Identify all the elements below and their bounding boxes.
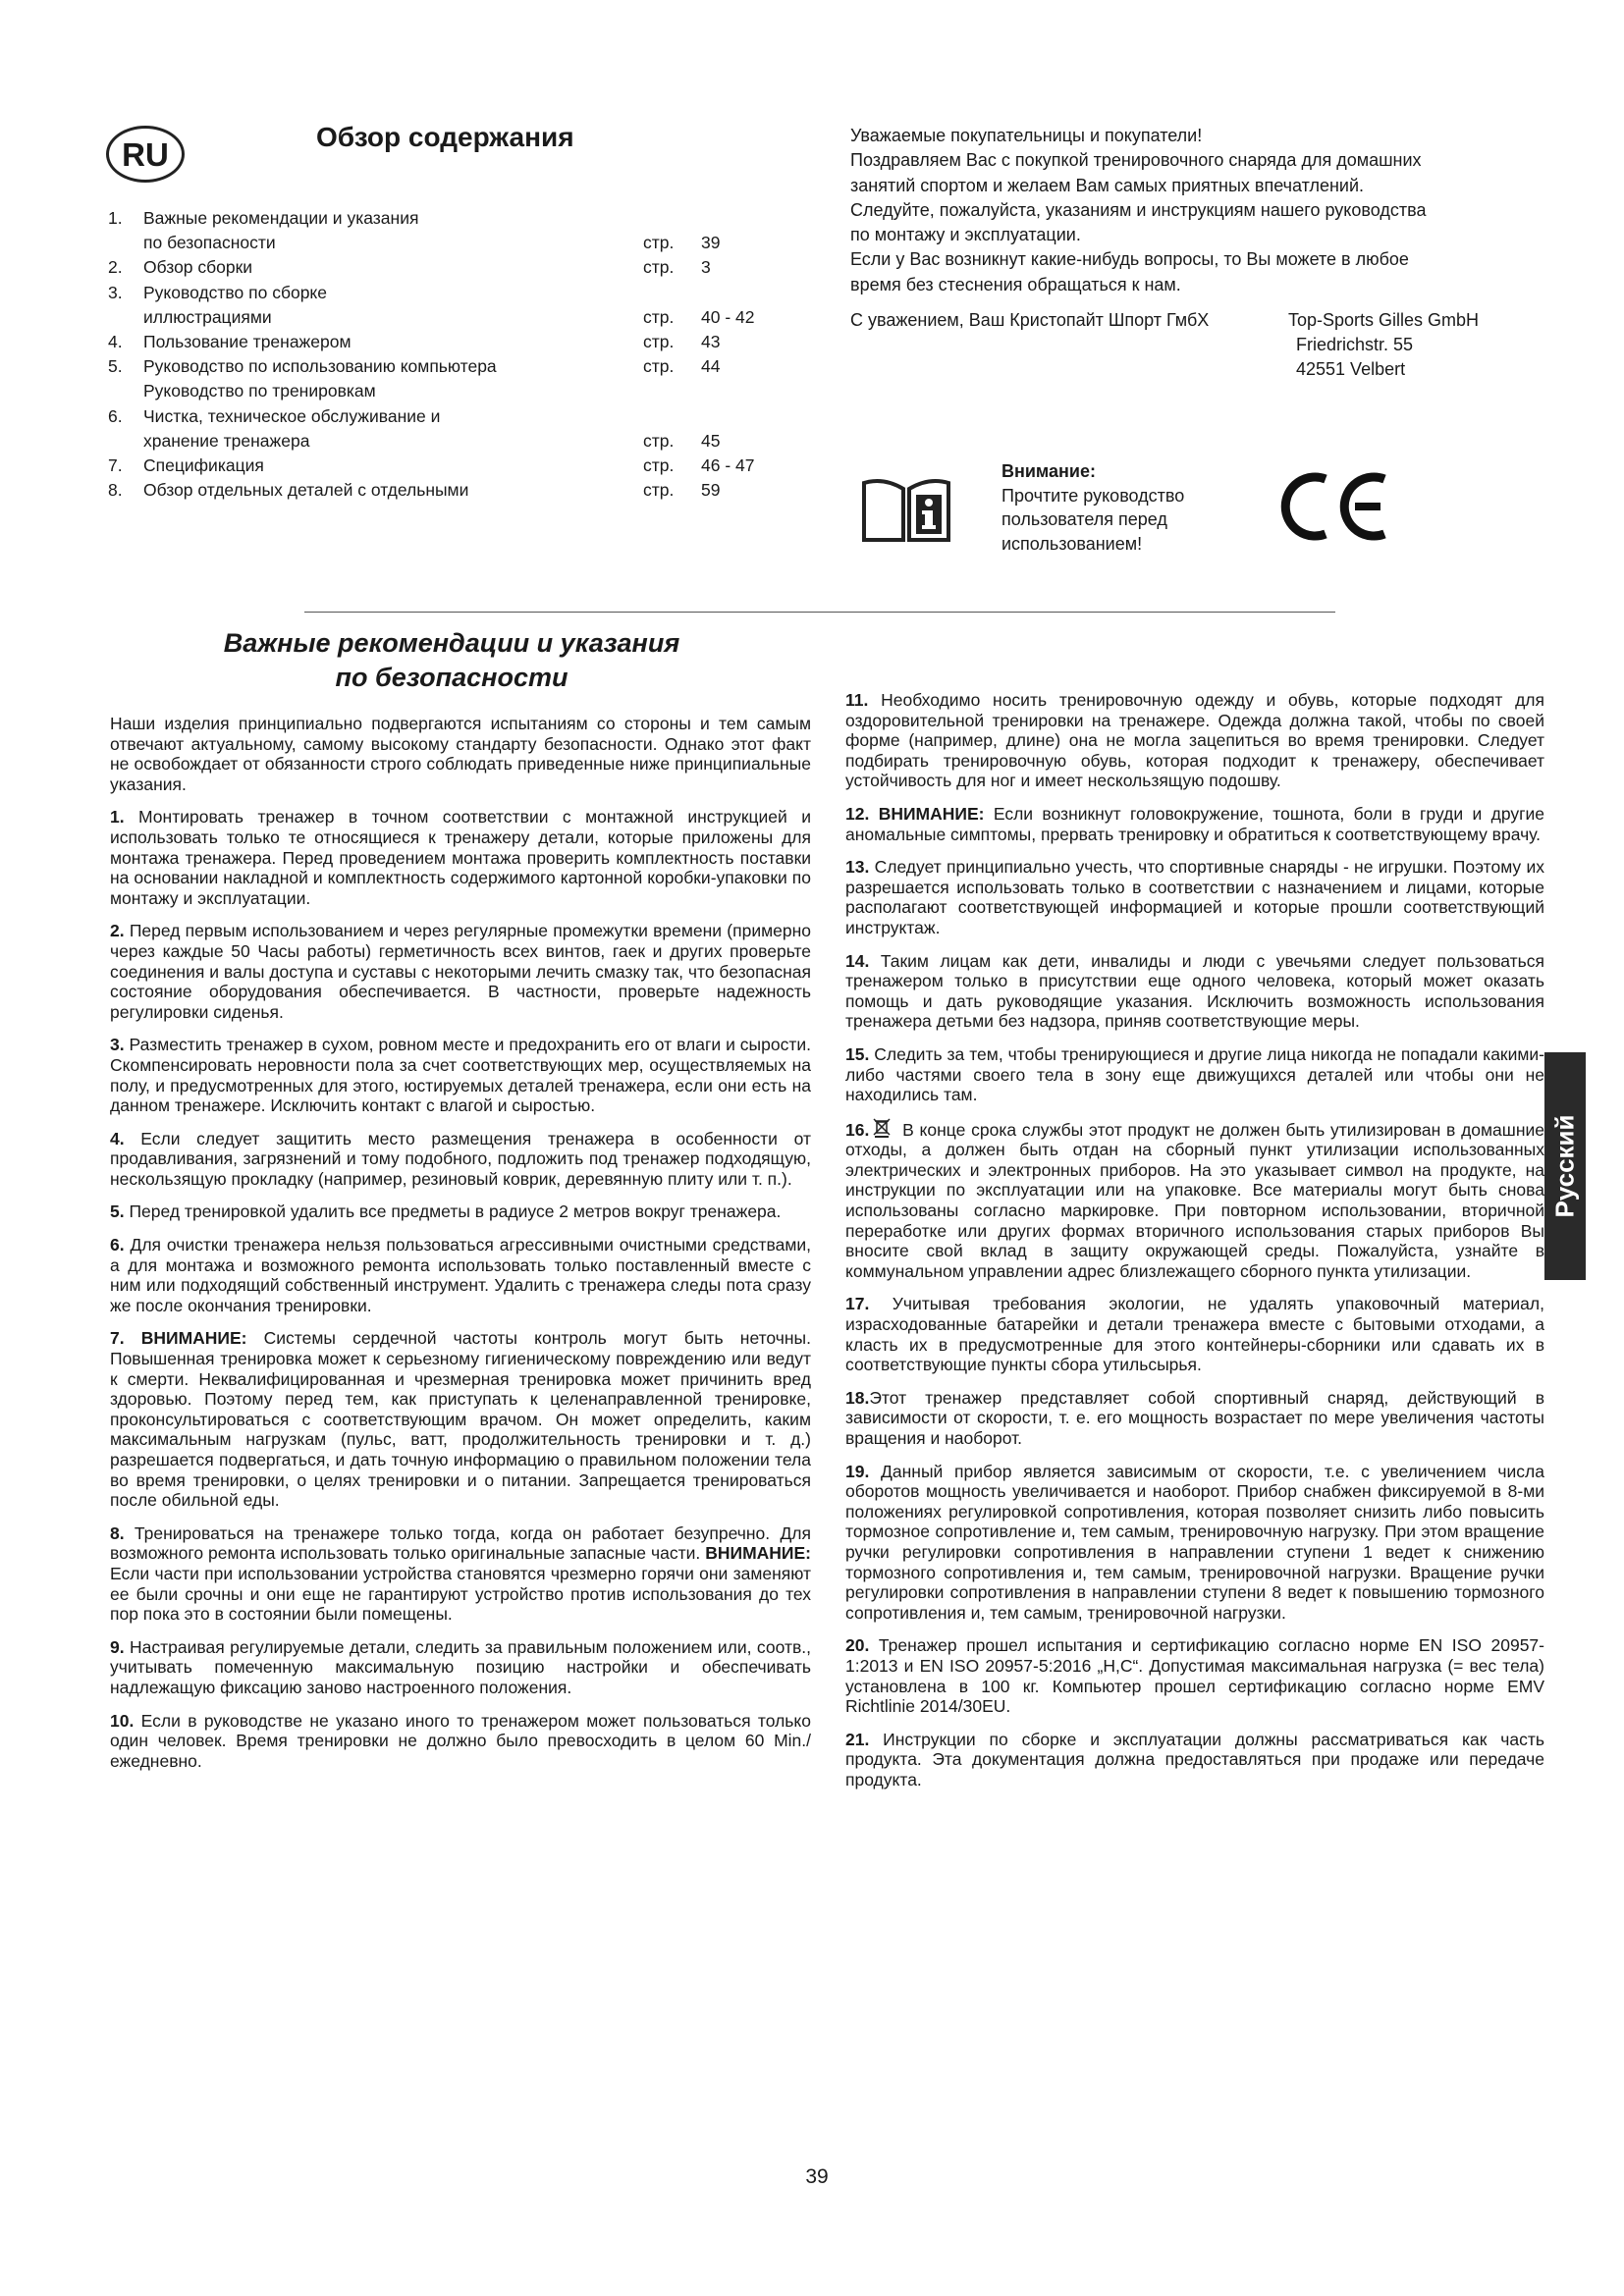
greeting-line: занятий спортом и желаем Вам самых приятных впечатлений. (850, 175, 1365, 195)
warning-label: ВНИМАНИЕ: (869, 803, 985, 824)
toc-str: стр. (643, 430, 675, 451)
toc-text: Обзор отдельных деталей с отдельными (143, 480, 469, 501)
greeting-line: Уважаемые покупательницы и покупатели! (850, 126, 1203, 145)
greeting-block (850, 124, 1538, 297)
toc-pg: 44 (701, 356, 721, 377)
signature: С уважением, Ваш Кристопайт Шпорт ГмбХ (850, 310, 1210, 330)
notice-heading: Внимание: (1001, 461, 1096, 481)
toc-text: Руководство по использованию компьютера (143, 356, 497, 377)
toc-row (108, 330, 795, 354)
greeting-line: по монтажу и эксплуатации. (850, 225, 1081, 245)
toc-num: 4. (108, 331, 123, 351)
safety-item (110, 1129, 811, 1190)
safety-item-number: 15. (845, 1043, 870, 1064)
safety-item-number: 1. (110, 807, 125, 828)
toc-row (108, 454, 795, 478)
safety-item-text: Перед первым использованием и через регулярные промежутки времени (примерно через каждые 50 Часы работы) герметичность всех винтов, гаек и других проверьте соединения и валы доступа и суставы с некоторыми лечить смазку так, что безопасная состояние оборудования обеспечивается. В частности, проверьте надежность регулировки сиденья. (110, 921, 811, 1022)
safety-item (110, 1328, 811, 1510)
safety-item-number: 7. (110, 1328, 125, 1349)
greeting-line: Следуйте, пожалуйста, указаниям и инструкциям нашего руководства (850, 199, 1427, 220)
safety-item (110, 1035, 811, 1115)
safety-item-text: Тренажер прошел испытания и сертификацию согласно норме EN ISO 20957-1:2013 и EN ISO 20957-5:2016 „H,C“. Допустимая максимальная нагрузка (= вес тела) установлена в 100 кг. Компьютер прошел сертификацию согласно норме EMV Richtlinie 2014/30EU. (845, 1635, 1544, 1717)
greeting-line: время без стеснения обращаться к нам. (850, 274, 1181, 294)
safety-item-text: Если в руководстве не указано иного то тренажером может пользоваться только один человек. Время тренировки не должно было превосходить в целом 60 Min./ежедневно. (110, 1710, 811, 1771)
safety-item (110, 1235, 811, 1315)
toc-str: стр. (643, 306, 675, 327)
toc-num: 8. (108, 480, 123, 501)
safety-item-text: Если части при использовании устройства становятся чрезмерно горячи они заменяют ее были срочны и они еще не гарантируют устройство против использования до тех пор пока это в состоянии были помещены. (110, 1563, 811, 1625)
table-of-contents (108, 206, 795, 503)
company-city: 42551 Velbert (1296, 359, 1406, 379)
safety-item-text: Перед тренировкой удалить все предметы в радиусе 2 метров вокруг тренажера. (124, 1201, 782, 1222)
safety-item-text: В конце срока службы этот продукт не должен быть утилизирован в домашние отходы, а должен быть отдан на сборный пункт утилизации использованных электрических и электронных приборов. На это указывает символ на продукте, на инструкции по эксплуатации или на упаковке. Все материалы могут быть снова использованы согласно маркировке. При повторном использовании, вторичной переработке или других формах вторичного использования старых приборов Вы вносите свой вклад в защиту окружающей среды. Пожалуйста, узнайте в коммунальном управлении адрес близлежащего сборного пункта утилизации. (845, 1119, 1544, 1281)
safety-item-number: 18. (845, 1387, 870, 1408)
notice-line: использованием! (1001, 533, 1143, 554)
toc-text: Спецификация (143, 454, 264, 475)
warning-label: ВНИМАНИЕ: (124, 1328, 247, 1349)
safety-item-text: Настраивая регулируемые детали, следить за правильным положением или, соотв., учитывать помеченную максимальную позицию настройки и обеспечивать надлежащую фиксацию заново настроенного положения. (110, 1636, 811, 1697)
language-badge: RU (106, 126, 185, 183)
toc-str: стр. (643, 233, 675, 253)
safety-item-text: Тренироваться на тренажере только тогда, когда он работает безупречно. Для возможного ремонта использовать только оригинальные запасные части. (110, 1522, 811, 1564)
company-street: Friedrichstr. 55 (1296, 335, 1414, 354)
safety-item-number: 21. (845, 1729, 870, 1749)
toc-pg: 39 (701, 233, 721, 253)
safety-item-number: 12. (845, 803, 870, 824)
toc-str: стр. (643, 356, 675, 377)
toc-num: 3. (108, 282, 123, 302)
safety-item-number: 3. (110, 1035, 125, 1055)
greeting-line: Поздравляем Вас с покупкой тренировочного снаряда для домашних (850, 150, 1422, 171)
safety-item-number: 13. (845, 857, 870, 878)
safety-item-number: 6. (110, 1235, 125, 1255)
toc-text: Чистка, техническое обслуживание и (143, 405, 441, 426)
warning-label: ВНИМАНИЕ: (700, 1543, 812, 1564)
safety-item (110, 1637, 811, 1698)
toc-title: Обзор содержания (316, 122, 574, 152)
safety-item-number: 16. (845, 1119, 870, 1140)
safety-item-text: Монтировать тренажер в точном соответствии с монтажной инструкцией и использовать только те относящиеся к тренажеру детали, которые приложены для монтажа тренажера. Перед проведением монтажа проверить комплектность поставки на основании накладной и комплектность содержимого картонной коробки-упаковки по монтажу и эксплуатации. (110, 807, 811, 908)
toc-text: по безопасности (143, 233, 276, 253)
notice-block (1001, 459, 1184, 556)
safety-items-right (845, 690, 1544, 1790)
safety-item-number: 9. (110, 1636, 125, 1657)
safety-item-text: Таким лицам как дети, инвалиды и люди с увечьями следует пользоваться тренажером только в присутствии еще одного человека, который может оказать помощь и дать руководящие указания. Исключить возможность использования тренажера детьми без надзора, приняв соответствующие меры. (845, 950, 1544, 1032)
toc-str: стр. (643, 480, 675, 501)
safety-item (845, 1294, 1544, 1374)
safety-item-number: 4. (110, 1128, 125, 1148)
safety-column-left (110, 714, 811, 1784)
greeting-line: Если у Вас возникнут какие-нибудь вопросы, то Вы можете в любое (850, 249, 1409, 270)
safety-item-text: Разместить тренажер в сухом, ровном месте и предохранить его от влаги и сырости. Скомпенсировать неровности пола за счет соответствующих мер, осуществляемых на полу, и предусмотренных для этого, юстируемых деталей тренажера, если они есть на данном тренажере. Исключить контакт с влагой и сыростью. (110, 1035, 811, 1116)
safety-item (845, 804, 1544, 844)
toc-str: стр. (643, 257, 675, 278)
toc-text: Обзор сборки (143, 257, 253, 278)
toc-row (108, 231, 795, 255)
safety-item-text: Если возникнут головокружение, тошнота, боли в груди и другие аномальные симптомы, прервать тренировку и обратиться к соответствующему врачу. (845, 803, 1544, 844)
notice-line: пользователя перед (1001, 509, 1167, 529)
notice-line: Прочтите руководство (1001, 485, 1185, 506)
toc-row (108, 354, 795, 379)
toc-text: Руководство по сборке (143, 282, 328, 302)
safety-item (845, 1388, 1544, 1449)
ce-mark-icon (1276, 461, 1394, 550)
safety-item-text: Если следует защитить место размещения тренажера в особенности от продавливания, загрязнений и тому подобного, подложить под тренажер подходящую, нескользящую прокладку (например, резиновый коврик, деревянную плиту или т. п.). (110, 1128, 811, 1189)
safety-item-text: Для очистки тренажера нельзя пользоваться агрессивными очистными средствами, а для монтажа и возможного ремонта использовать только поставленный вместе с ним или подходящий собственный инструмент. Удалить с тренажера следы пота сразу же после окончания тренировки. (110, 1235, 811, 1315)
safety-item-number: 19. (845, 1461, 870, 1481)
safety-item (845, 1118, 1544, 1282)
toc-pg: 43 (701, 331, 721, 351)
side-tab-label: Русский (1549, 1114, 1580, 1218)
page-number: 39 (805, 2165, 829, 2188)
toc-row (108, 404, 795, 429)
toc-pg: 59 (701, 480, 721, 501)
toc-str: стр. (643, 331, 675, 351)
safety-title-line: Важные рекомендации и указания (223, 628, 680, 658)
safety-item-text: Системы сердечной частоты контроль могут быть неточны. Повышенная тренировка может к серьезному гигиеническому повреждению или ведут к смерти. Неквалифицированная и чрезмерная тренировка может причинить вред здоровью. Поэтому перед тем, как приступать к целенаправленной тренировке, проконсультироваться с соответствующим врачом. Он может определить, каким максимальным нагрузкам (пульс, ватт, продолжительность тренировки и т. д.) разрешается подвергаться, и дать точную информацию о правильном положении тела во время тренировки, о целях тренировки и о питании. Запрещается тренироваться после обильной еды. (110, 1328, 811, 1511)
toc-row (108, 255, 795, 280)
safety-item-number: 11. (845, 690, 869, 710)
safety-item (110, 1711, 811, 1772)
toc-num: 6. (108, 405, 123, 426)
safety-item-number: 10. (110, 1710, 135, 1731)
toc-text: хранение тренажера (143, 430, 310, 451)
safety-item-text: Следует принципиально учесть, что спортивные снаряды - не игрушки. Поэтому их разрешается использовать только в соответствии с назначением и лицами, которые располагают соответствующей информацией и которые прошли соответствующий инструктаж. (845, 857, 1544, 937)
safety-item-text: Данный прибор является зависимым от скорости, т.е. с увеличением числа оборотов мощность увеличивается и наоборот. Прибор снабжен фиксируемой в 8-ми положениях регулировкой сопротивления, которая позволяет снизить либо повысить тормозное сопротивление и, тем самым, тренировочную нагрузку. При этом вращение ручки регулировки сопротивления в направлении ступени 1 ведет к снижению тормозного сопротивления и, тем самым, тренировочной нагрузки. Вращение ручки регулировки сопротивления в направлении ступени 8 ведет к повышению тормозного сопротивления и, тем самым, тренировочной нагрузки. (845, 1461, 1544, 1623)
safety-column-right (845, 690, 1544, 1803)
safety-item-number: 20. (845, 1635, 870, 1656)
read-manual-icon (860, 475, 952, 546)
toc-text: Важные рекомендации и указания (143, 208, 419, 228)
safety-item-text: Следить за тем, чтобы тренирующиеся и другие лица никогда не попадали какими-либо частями своего тела в зону еще движущихся деталей или чтобы они не находились там. (845, 1043, 1544, 1105)
company-address (1288, 308, 1479, 382)
toc-num: 1. (108, 208, 123, 228)
safety-item-text: Необходимо носить тренировочную одежду и обувь, которые подходят для оздоровительной тренировки на тренажере. Одежда должна такой, чтобы по своей форме (например, длине) она не могла зацепиться во время тренировки. Следует подбирать тренировочную обувь, которая подходит к тренажеру, обеспечивает устойчивость для ног и имеет нескользящую подошву. (845, 690, 1544, 791)
company-name: Top-Sports Gilles GmbH (1288, 310, 1480, 330)
toc-num: 2. (108, 257, 123, 278)
safety-item-number: 5. (110, 1201, 125, 1222)
safety-item (110, 807, 811, 908)
safety-item-number: 8. (110, 1522, 125, 1543)
toc-text: Руководство по тренировкам (143, 381, 376, 401)
toc-str: стр. (643, 454, 675, 475)
safety-item-text: Этот тренажер представляет собой спортивный снаряд, действующий в зависимости от скорости, т. е. его мощность возрастает по мере увеличения частоты вращения и наоборот. (845, 1387, 1544, 1448)
toc-text: иллюстрациями (143, 306, 272, 327)
section-divider (304, 612, 1335, 613)
safety-item (845, 1730, 1544, 1790)
toc-row (108, 379, 795, 403)
toc-num: 5. (108, 356, 123, 377)
safety-item (845, 1462, 1544, 1624)
toc-row (108, 478, 795, 503)
safety-section-title (157, 626, 746, 695)
safety-item (110, 921, 811, 1022)
safety-item (110, 1523, 811, 1625)
safety-item (845, 857, 1544, 937)
safety-item-text: Инструкции по сборке и эксплуатации должны рассматриваться как часть продукта. Эта документация должна предоставляться при продаже или передаче продукта. (845, 1729, 1544, 1789)
toc-row (108, 429, 795, 454)
safety-item (845, 1044, 1544, 1105)
safety-title-line: по безопасности (335, 663, 568, 692)
safety-item (110, 1201, 811, 1222)
safety-item-number: 14. (845, 950, 870, 971)
language-side-tab (1544, 1052, 1586, 1280)
toc-row (108, 206, 795, 231)
toc-pg: 46 - 47 (701, 454, 755, 475)
toc-row (108, 281, 795, 305)
toc-pg: 40 - 42 (701, 306, 755, 327)
toc-row (108, 305, 795, 330)
safety-item (845, 951, 1544, 1032)
safety-item-number: 17. (845, 1294, 870, 1314)
safety-item-number: 2. (110, 921, 125, 941)
toc-pg: 45 (701, 430, 721, 451)
safety-intro: Наши изделия принципиально подвергаются испытаниям со стороны и тем самым отвечают актуальному, самому высокому стандарту безопасности. Однако этот факт не освобождает от обязанности строго соблюдать приведенные ниже принципиальные указания. (110, 714, 811, 794)
toc-pg: 3 (701, 257, 711, 278)
safety-item-text: Учитывая требования экологии, не удалять упаковочный материал, израсходованные батарейки и детали тренажера вместе с бытовыми отходами, а класть их в предусмотренные для этого контейнеры-сборники или сдавать их в соответствующие пункты сбора утильсырья. (845, 1294, 1544, 1375)
crossed-bin-icon (873, 1118, 891, 1138)
safety-item (845, 1635, 1544, 1716)
safety-items-left (110, 807, 811, 1771)
safety-item (845, 690, 1544, 791)
toc-num: 7. (108, 454, 123, 475)
toc-text: Пользование тренажером (143, 331, 352, 351)
